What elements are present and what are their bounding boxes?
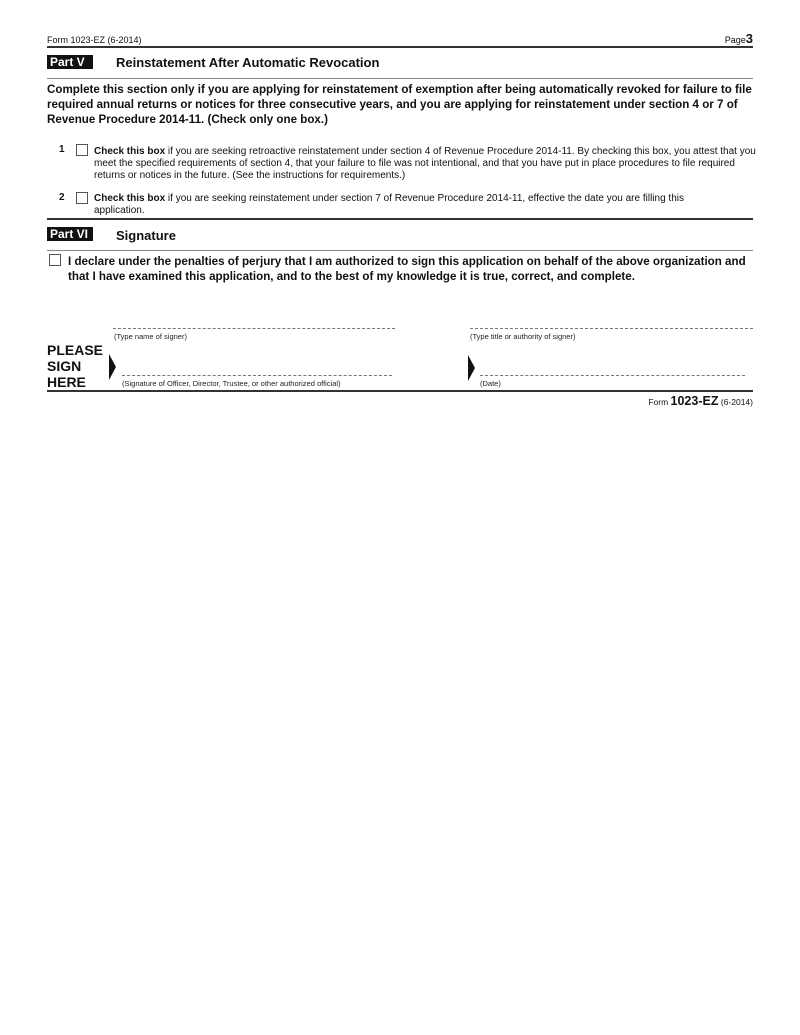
please-text: PLEASE — [47, 342, 104, 358]
page-number — [725, 31, 753, 46]
part-vi-title: Signature — [116, 228, 176, 243]
sign-arrow-icon — [109, 354, 116, 380]
signer-title-label: (Type title or authority of signer) — [470, 332, 576, 341]
footer-form-word: Form — [648, 397, 669, 407]
form-header-id: Form 1023-EZ (6-2014) — [47, 35, 142, 45]
signer-title-field[interactable] — [470, 328, 753, 329]
date-label: (Date) — [480, 379, 501, 388]
divider — [47, 390, 753, 392]
page-label: Page — [724, 35, 746, 45]
item-number: 1 — [59, 144, 65, 155]
item-1-text — [94, 146, 756, 182]
please-sign-here — [47, 342, 103, 390]
page-number-value: 3 — [745, 31, 753, 46]
item-1-desc: if you are seeking retroactive reinstatement under section 4 of Revenue Procedure 2014-11. By checking this box, you attest that you meet the specified requirements of section 4, that your failure to file was not intentional, and that you have put in place procedures to file required returns or notices in the future. (See the instructions for requirements.) — [94, 146, 756, 181]
footer-revision: (6-2014) — [720, 397, 753, 407]
signature-label: (Signature of Officer, Director, Trustee, or other authorized official) — [122, 379, 341, 388]
part-v-instructions: Complete this section only if you are applying for reinstatement of exemption after being automatically revoked for failure to file required annual returns or notices for three consecutive years, and you are applying for reinstatement under section 4 or 7 of Revenue Procedure 2014-11. (Check only one box.) — [47, 83, 752, 126]
divider — [47, 250, 753, 251]
reinstatement-section4-checkbox[interactable] — [76, 144, 88, 156]
item-2-text — [94, 193, 734, 217]
declaration-checkbox[interactable] — [49, 254, 61, 266]
footer-form-number: 1023-EZ — [670, 394, 719, 408]
item-2-desc: if you are seeking reinstatement under section 7 of Revenue Procedure 2014-11, effective the date you are filling this application. — [94, 193, 684, 216]
part-vi-tab: Part VI — [47, 227, 93, 241]
divider — [47, 78, 753, 79]
signer-name-field[interactable] — [113, 328, 395, 329]
date-field[interactable] — [480, 375, 745, 376]
item-1-bold: Check this box — [94, 146, 166, 157]
item-2-bold: Check this box — [94, 193, 166, 204]
signature-field[interactable] — [122, 375, 392, 376]
signer-name-label: (Type name of signer) — [114, 332, 187, 341]
reinstatement-section7-checkbox[interactable] — [76, 192, 88, 204]
sign-text: SIGN — [47, 358, 82, 374]
part-v-title: Reinstatement After Automatic Revocation — [116, 55, 380, 70]
divider — [47, 46, 753, 48]
item-number: 2 — [59, 192, 65, 203]
date-arrow-icon — [468, 355, 475, 381]
here-text: HERE — [47, 374, 86, 390]
divider — [47, 218, 753, 220]
declaration-text: I declare under the penalties of perjury that I am authorized to sign this application on behalf of the above organization and that I have examined this application, and to the best of my knowledge it is true, correct, and complete. — [68, 255, 746, 283]
form-footer — [648, 394, 753, 408]
part-v-tab: Part V — [47, 55, 93, 69]
